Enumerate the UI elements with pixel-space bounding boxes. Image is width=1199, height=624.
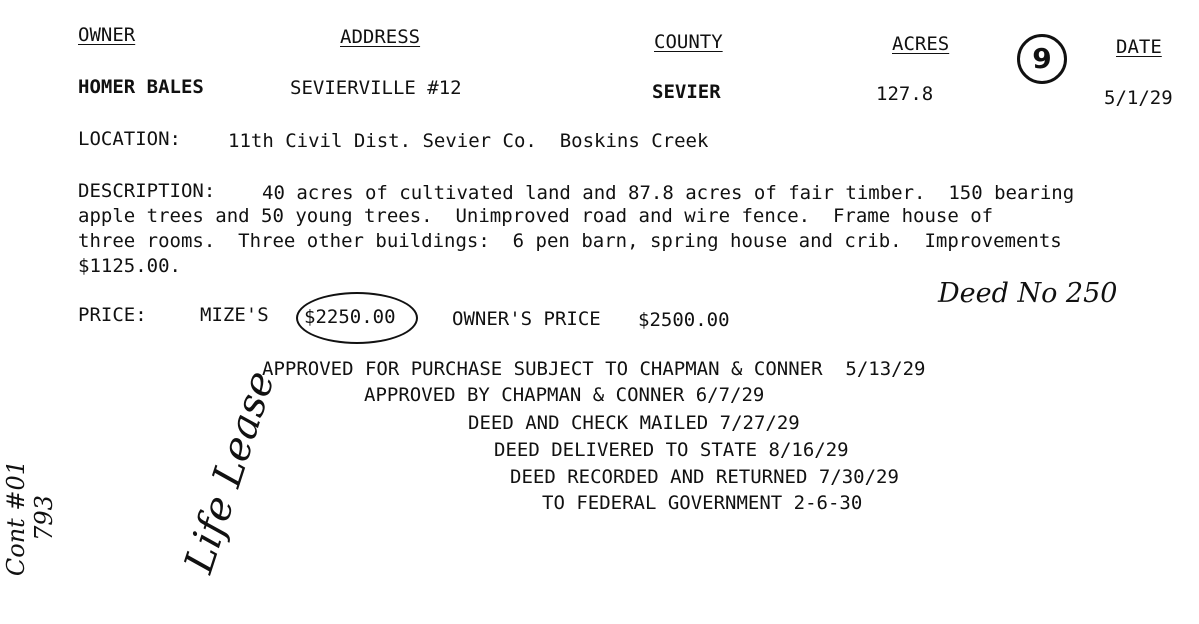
description-line-3: three rooms. Three other buildings: 6 pen barn, spring house and crib. Improvements: [78, 230, 1062, 252]
life-lease-signature: Life Lease: [175, 365, 285, 579]
mize-label: MIZE'S: [200, 304, 269, 326]
price-label: PRICE:: [78, 304, 147, 326]
description-line-1: 40 acres of cultivated land and 87.8 acres of fair timber. 150 bearing: [262, 182, 1075, 204]
status-line: DEED DELIVERED TO STATE 8/16/29: [494, 439, 849, 461]
owner-price-label: OWNER'S PRICE: [452, 308, 601, 330]
owner-value: HOMER BALES: [78, 76, 204, 98]
acres-value: 127.8: [876, 83, 934, 105]
description-line-2: apple trees and 50 young trees. Unimproved road and wire fence. Frame house of: [78, 205, 994, 227]
status-line: DEED AND CHECK MAILED 7/27/29: [468, 412, 800, 434]
location-label: LOCATION:: [78, 128, 181, 150]
status-line: APPROVED BY CHAPMAN & CONNER 6/7/29: [364, 384, 765, 406]
address-header: ADDRESS: [340, 26, 421, 48]
margin-note: Cont #01 793: [2, 459, 58, 577]
location-value: 11th Civil Dist. Sevier Co. Boskins Creek: [228, 130, 709, 152]
status-line: DEED RECORDED AND RETURNED 7/30/29: [510, 466, 899, 488]
date-value: 5/1/29: [1104, 87, 1173, 109]
owner-price-value: $2500.00: [638, 309, 730, 331]
description-line-4: $1125.00.: [78, 255, 181, 277]
owner-header: OWNER: [78, 24, 136, 46]
county-value: SEVIER: [652, 81, 721, 103]
address-value: SEVIERVILLE #12: [290, 77, 462, 99]
deed-number-note: Deed No 250: [938, 278, 1118, 309]
county-header: COUNTY: [654, 31, 723, 53]
status-line: TO FEDERAL GOVERNMENT 2-6-30: [542, 492, 863, 514]
status-line: APPROVED FOR PURCHASE SUBJECT TO CHAPMAN & CONNER 5/13/29: [262, 358, 926, 380]
acres-header: ACRES: [892, 33, 950, 55]
date-header: DATE: [1116, 36, 1162, 58]
description-label: DESCRIPTION:: [78, 180, 216, 202]
tract-number-stamp: 9: [1017, 34, 1067, 84]
mize-price-value: $2250.00: [304, 306, 396, 328]
